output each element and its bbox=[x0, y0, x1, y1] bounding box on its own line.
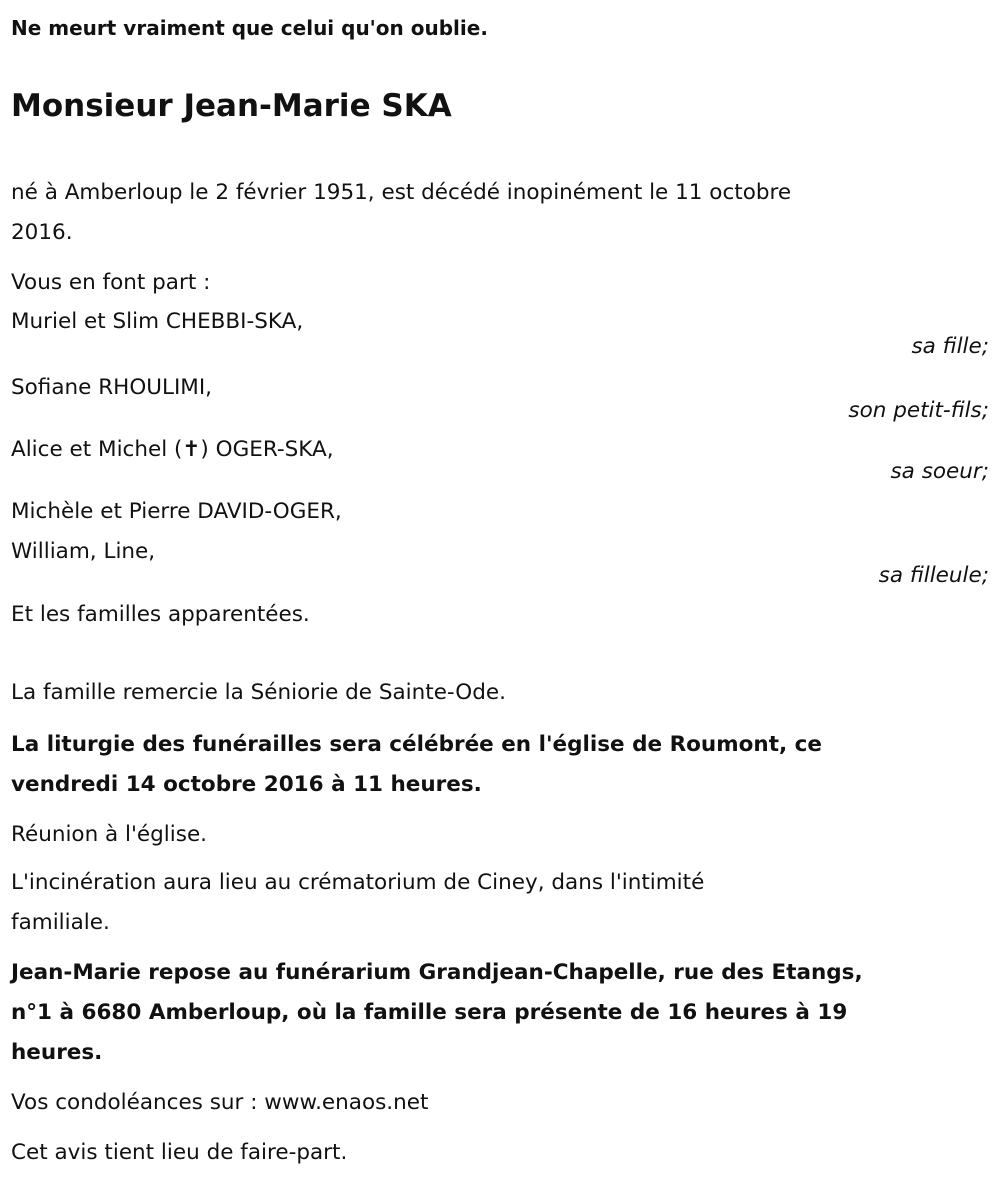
family-name: Sofiane RHOULIMI, bbox=[11, 375, 213, 400]
family-name: Muriel et Slim CHEBBI-SKA, bbox=[11, 309, 304, 334]
thanks: La famille remercie la Séniorie de Sainte-Ode. bbox=[11, 680, 506, 705]
funeral-home-line: Jean-Marie repose au funérarium Grandjean-Chapelle, rue des Etangs, bbox=[11, 960, 863, 985]
liturgy-line: La liturgie des funérailles sera célébrée en l'église de Roumont, ce bbox=[11, 732, 822, 757]
meeting: Réunion à l'église. bbox=[11, 822, 208, 847]
funeral-home-line: heures. bbox=[11, 1040, 103, 1065]
liturgy-line: vendredi 14 octobre 2016 à 11 heures. bbox=[11, 772, 482, 797]
cremation-line: familiale. bbox=[11, 910, 110, 935]
page-title: Monsieur Jean-Marie SKA bbox=[11, 88, 452, 124]
family-relation: son petit-fils; bbox=[848, 398, 989, 423]
announce: Vous en font part : bbox=[11, 270, 211, 295]
family-relation: sa filleule; bbox=[878, 563, 989, 588]
cremation-line: L'incinération aura lieu au crématorium de Ciney, dans l'intimité bbox=[11, 870, 705, 895]
intro-line: né à Amberloup le 2 février 1951, est décédé inopinément le 11 octobre bbox=[11, 180, 792, 205]
families: Et les familles apparentées. bbox=[11, 602, 310, 627]
family-name: William, Line, bbox=[11, 539, 156, 564]
notice: Cet avis tient lieu de faire-part. bbox=[11, 1140, 348, 1165]
condolences: Vos condoléances sur : www.enaos.net bbox=[11, 1090, 429, 1115]
intro-line: 2016. bbox=[11, 220, 73, 245]
family-name: Alice et Michel (✝) OGER-SKA, bbox=[11, 437, 334, 462]
funeral-home-line: n°1 à 6680 Amberloup, où la famille sera présente de 16 heures à 19 bbox=[11, 1000, 848, 1025]
family-name: Michèle et Pierre DAVID-OGER, bbox=[11, 499, 342, 524]
family-relation: sa fille; bbox=[911, 334, 989, 359]
family-relation: sa soeur; bbox=[890, 459, 989, 484]
motto: Ne meurt vraiment que celui qu'on oublie. bbox=[11, 16, 488, 40]
